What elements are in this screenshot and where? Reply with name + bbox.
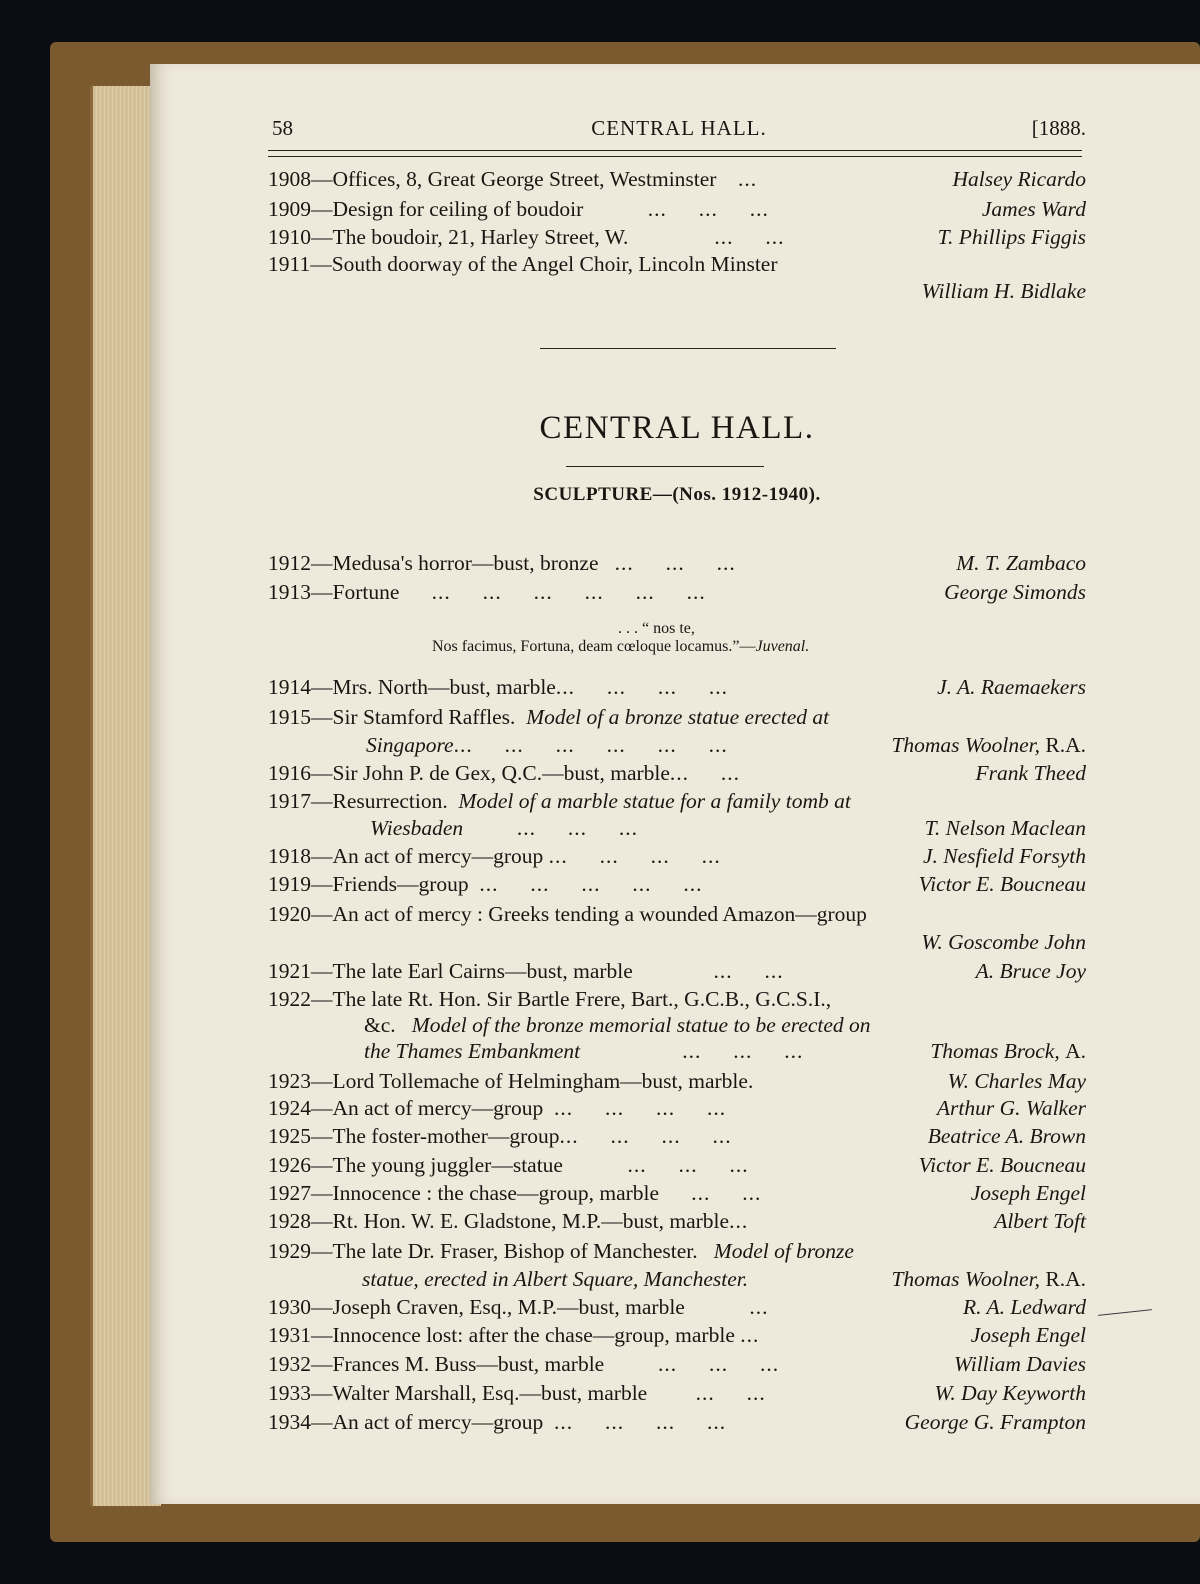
entry-artist: J. A. Raemaekers (937, 675, 1086, 699)
entry-artist: T. Nelson Maclean (924, 816, 1086, 840)
running-title: CENTRAL HALL. (591, 116, 767, 140)
catalogue-entry-1916 (268, 761, 1086, 789)
catalogue-entry-1912 (268, 551, 1086, 579)
leader-dots: ... ... ... (682, 1039, 804, 1063)
catalogue-entry-1919 (268, 872, 1086, 900)
catalogue-entry-1915 (268, 705, 1086, 733)
entry-artist: Frank Theed (975, 761, 1086, 785)
entry-artist: Joseph Engel (970, 1181, 1086, 1205)
leader-dots: ... ... ... (627, 1153, 749, 1177)
entry-artist: W. Goscombe John (921, 930, 1086, 954)
entry-description: Model of a bronze statue erected at (526, 705, 830, 729)
entry-title: 1918—An act of mercy—group (268, 844, 544, 868)
entry-description: Wiesbaden (370, 816, 464, 840)
page-number: 58 (272, 116, 293, 140)
epigraph-line-2 (432, 638, 809, 656)
entry-title: 1921—The late Earl Cairns—bust, marble (268, 959, 633, 983)
catalogue-entry-1910 (268, 225, 1086, 253)
entry-artist: Thomas Woolner, R.A. (891, 1267, 1086, 1291)
entry-title: 1919—Friends—group (268, 872, 469, 896)
entry-description: Singapore (366, 733, 454, 757)
entry-title: 1917—Resurrection. (268, 789, 448, 813)
leader-dots: ... ... ... (516, 816, 639, 840)
section-subtitle: SCULPTURE—(Nos. 1912-1940). (533, 484, 821, 505)
section-title: CENTRAL HALL. (539, 410, 815, 446)
entry-title: 1920—An act of mercy : Greeks tending a wounded Amazon—group (268, 902, 867, 926)
entry-title: 1909—Design for ceiling of boudoir (268, 197, 584, 221)
catalogue-entry-1931 (268, 1323, 1086, 1351)
entry-artist: A. Bruce Joy (975, 959, 1086, 983)
entry-artist: M. T. Zambaco (956, 551, 1086, 575)
entry-description: statue, erected in Albert Square, Manchester. (362, 1267, 749, 1291)
entry-artist: William Davies (954, 1352, 1086, 1376)
entry-artist: W. Day Keyworth (934, 1381, 1086, 1405)
catalogue-entry-1911 (268, 252, 1086, 280)
catalogue-entry-1928 (268, 1209, 1086, 1237)
entry-title: 1914—Mrs. North—bust, marble (268, 675, 556, 699)
entry-title: 1908—Offices, 8, Great George Street, Westminster (268, 167, 717, 191)
entry-title: 1911—South doorway of the Angel Choir, Lincoln Minster (268, 252, 778, 276)
entry-title: 1933—Walter Marshall, Esq.—bust, marble (268, 1381, 648, 1405)
catalogue-entry-1921 (268, 959, 1086, 987)
leader-dots: ... ... ... ... (554, 1096, 727, 1120)
entry-artist: Halsey Ricardo (952, 167, 1086, 191)
leader-dots: ... ... ... (647, 197, 769, 221)
header-year: [1888. (1031, 116, 1086, 140)
entry-title: 1929—The late Dr. Fraser, Bishop of Manchester. (268, 1239, 698, 1263)
epigraph-line-1: . . . “ nos te, (618, 620, 695, 637)
entry-artist: Joseph Engel (970, 1323, 1086, 1347)
leader-dots: ... ... ... ... (548, 844, 721, 868)
catalogue-entry-1930 (268, 1295, 1086, 1323)
catalogue-entry-1909 (268, 197, 1086, 225)
epigraph-author: Juvenal. (755, 638, 810, 655)
entry-artist: Thomas Brock, A. (930, 1039, 1086, 1063)
leader-dots: ... ... ... ... (554, 1410, 727, 1434)
catalogue-entry-1911-artist (268, 279, 1086, 307)
entry-title: 1910—The boudoir, 21, Harley Street, W. (268, 225, 629, 249)
leader-dots: ... ... (691, 1181, 762, 1205)
entry-title: 1931—Innocence lost: after the chase—group, marble (268, 1323, 735, 1347)
entry-artist: James Ward (981, 197, 1086, 221)
entry-description: the Thames Embankment (364, 1039, 581, 1063)
catalogue-entry-1913 (268, 580, 1086, 608)
catalogue-entry-1933 (268, 1381, 1086, 1409)
catalogue-entry-1922 (268, 987, 1086, 1015)
epigraph-text: Nos facimus, Fortuna, deam cœloque locamus.”— (432, 638, 756, 655)
leader-dots: ... ... ... ... (559, 1124, 732, 1148)
catalogue-entry-1922-cont: &c. Model of the bronze memorial statue to be erected on (364, 1013, 871, 1037)
leader-dots: ... ... (713, 959, 784, 983)
entry-artist: R. A. Ledward (962, 1295, 1086, 1319)
catalogue-entry-1920 (268, 902, 1086, 930)
entry-title: 1934—An act of mercy—group (268, 1410, 544, 1434)
title-underline (566, 466, 764, 467)
catalogue-entry-1926 (268, 1153, 1086, 1181)
leader-dots: ... ... ... (657, 1352, 780, 1376)
entry-title: 1927—Innocence : the chase—group, marble (268, 1181, 660, 1205)
catalogue-entry-1914 (268, 675, 1086, 703)
catalogue-entry-1929 (268, 1239, 1086, 1267)
leader-dots: ... ... (714, 225, 785, 249)
entry-artist: Albert Toft (994, 1209, 1086, 1233)
running-header (272, 114, 1086, 148)
leader-dots: ... (729, 1209, 749, 1233)
entry-title: 1913—Fortune (268, 580, 400, 604)
catalogue-entry-1918 (268, 844, 1086, 872)
catalogue-entry-1932 (268, 1352, 1086, 1380)
catalogue-entry-1927 (268, 1181, 1086, 1209)
entry-description: Model of the bronze memorial statue to be erected on (411, 1013, 871, 1037)
entry-title: 1922—The late Rt. Hon. Sir Bartle Frere, Bart., G.C.B., G.C.S.I., (268, 987, 832, 1011)
leader-dots: ... ... (695, 1381, 766, 1405)
entry-title: 1924—An act of mercy—group (268, 1096, 544, 1120)
catalogue-entry-1924 (268, 1096, 1086, 1124)
entry-title: 1932—Frances M. Buss—bust, marble (268, 1352, 605, 1376)
entry-title: 1928—Rt. Hon. W. E. Gladstone, M.P.—bust, marble (268, 1209, 730, 1233)
catalogue-entry-1929-cont (268, 1267, 1086, 1295)
entry-title: 1930—Joseph Craven, Esq., M.P.—bust, marble (268, 1295, 685, 1319)
entry-title: 1915—Sir Stamford Raffles. (268, 705, 516, 729)
entry-description: Model of a marble statue for a family tomb at (458, 789, 851, 813)
section-divider (540, 348, 836, 349)
entry-artist: T. Phillips Figgis (937, 225, 1086, 249)
catalogue-entry-1917 (268, 789, 1086, 817)
leader-dots: ... ... (669, 761, 741, 785)
entry-artist: W. Charles May (947, 1069, 1086, 1093)
entry-artist: J. Nesfield Forsyth (922, 844, 1086, 868)
entry-artist: Arthur G. Walker (936, 1096, 1086, 1120)
leader-dots: ... ... ... ... ... (479, 872, 703, 896)
catalogue-entry-1934 (268, 1410, 1086, 1438)
catalogue-entry-1908 (268, 167, 1086, 195)
leader-dots: ... (740, 1323, 760, 1347)
catalogue-entry-1925 (268, 1124, 1086, 1152)
entry-title: 1916—Sir John P. de Gex, Q.C.—bust, marble (268, 761, 670, 785)
entry-title: 1912—Medusa's horror—bust, bronze (268, 551, 599, 575)
entry-artist: Beatrice A. Brown (927, 1124, 1086, 1148)
leader-dots: ... ... ... ... ... ... (431, 580, 706, 604)
entry-artist: George Simonds (944, 580, 1086, 604)
entry-artist: Victor E. Boucneau (918, 1153, 1086, 1177)
catalogue-entry-1915-cont (268, 733, 1086, 761)
catalogue-entry-1922-cont2 (268, 1039, 1086, 1067)
catalogue-entry-1917-cont (268, 816, 1086, 844)
catalogue-entry-1920-artist (268, 930, 1086, 958)
catalogue-entry-1923 (268, 1069, 1086, 1097)
leader-dots: ... (749, 1295, 769, 1319)
leader-dots: ... ... ... ... (555, 675, 728, 699)
entry-artist: Thomas Woolner, R.A. (891, 733, 1086, 757)
entry-title: 1925—The foster-mother—group (268, 1124, 560, 1148)
entry-artist: William H. Bidlake (921, 279, 1086, 303)
entry-artist: George G. Frampton (904, 1410, 1086, 1434)
entry-description: Model of bronze (713, 1239, 854, 1263)
entry-title: 1923—Lord Tollemache of Helmingham—bust, marble. (268, 1069, 754, 1093)
leader-dots: ... ... ... ... ... ... (453, 733, 728, 757)
leader-dots: ... (737, 167, 758, 191)
leader-dots: ... ... ... (614, 551, 736, 575)
entry-artist: Victor E. Boucneau (918, 872, 1086, 896)
header-double-rule (268, 150, 1082, 157)
entry-title: 1926—The young juggler—statue (268, 1153, 563, 1177)
